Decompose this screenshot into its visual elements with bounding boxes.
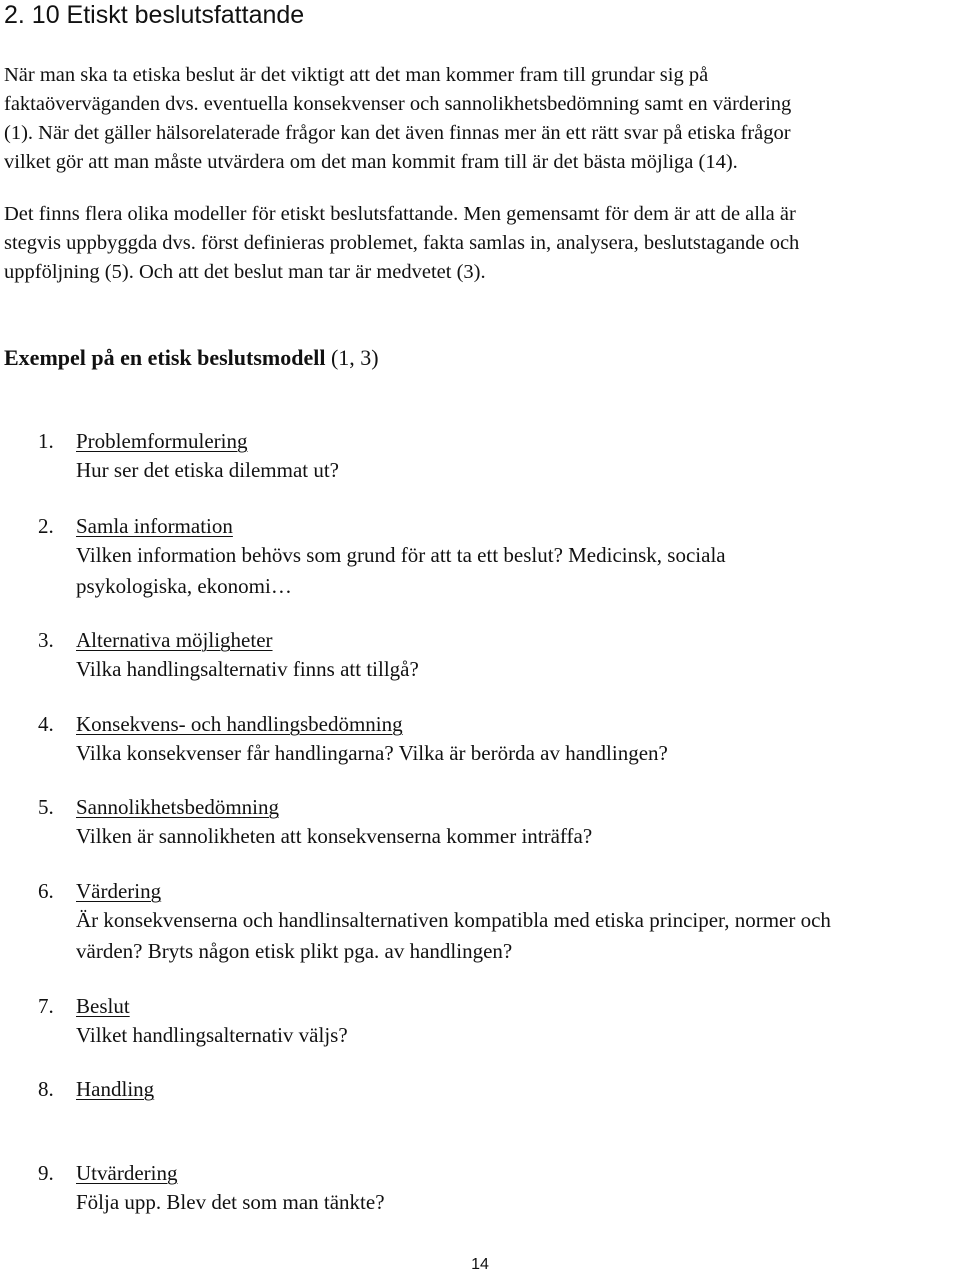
step-title: Problemformulering: [76, 429, 248, 453]
step-description-line: Hur ser det etiska dilemmat ut?: [76, 458, 340, 482]
step-description-line: Vilka handlingsalternativ finns att tillgå?: [76, 657, 419, 681]
models-paragraph: [4, 200, 956, 287]
step-description: [76, 455, 956, 486]
step-description: [76, 905, 956, 967]
step-title: Konsekvens- och handlingsbedömning: [76, 712, 403, 736]
model-title-refs: (1, 3): [325, 345, 379, 370]
step-number: 5.: [38, 795, 54, 819]
step-description-line: Är konsekvenserna och handlinsalternativen kompatibla med etiska principer, normer och: [76, 908, 831, 932]
step-description: [76, 1020, 956, 1051]
models-line: uppföljning (5). Och att det beslut man tar är medvetet (3).: [4, 261, 486, 283]
step-title: Handling: [76, 1077, 155, 1101]
step-description-line: psykologiska, ekonomi…: [76, 574, 292, 598]
models-line: Det finns flera olika modeller för etiskt beslutsfattande. Men gemensamt för dem är att de alla är: [4, 203, 796, 225]
step-number: 4.: [38, 712, 54, 736]
model-title: [4, 343, 379, 373]
step-description-line: värden? Bryts någon etisk plikt pga. av handlingen?: [76, 939, 513, 963]
step-title: Beslut: [76, 994, 130, 1018]
step-description: [76, 654, 956, 685]
models-line: stegvis uppbyggda dvs. först definieras problemet, fakta samlas in, analysera, beslutstagande och: [4, 232, 800, 254]
intro-line: vilket gör att man måste utvärdera om det man kommit fram till är det bästa möjliga (14).: [4, 151, 738, 173]
step-description: [76, 821, 956, 852]
step-description-line: Vilket handlingsalternativ väljs?: [76, 1023, 348, 1047]
step-description-line: Vilken är sannolikheten att konsekvenserna kommer inträffa?: [76, 824, 593, 848]
step-description-line: Följa upp. Blev det som man tänkte?: [76, 1190, 385, 1214]
step-description: [76, 738, 956, 769]
step-number: 2.: [38, 514, 54, 538]
step-number: 3.: [38, 628, 54, 652]
intro-line: När man ska ta etiska beslut är det viktigt att det man kommer fram till grundar sig på: [4, 64, 709, 86]
section-heading: 2. 10 Etiskt beslutsfattande: [4, 1, 305, 29]
step-description: [76, 540, 956, 602]
step-number: 8.: [38, 1077, 54, 1101]
step-number: 1.: [38, 429, 54, 453]
step-title: Sannolikhetsbedömning: [76, 795, 279, 819]
step-number: 9.: [38, 1161, 54, 1185]
page-number: 14: [471, 1256, 489, 1273]
step-title: Samla information: [76, 514, 233, 538]
step-number: 6.: [38, 879, 54, 903]
step-title: Utvärdering: [76, 1161, 178, 1185]
intro-line: faktaöverväganden dvs. eventuella konsekvenser och sannolikhetsbedömning samt en värdering: [4, 93, 792, 115]
model-title-bold: Exempel på en etisk beslutsmodell: [4, 345, 326, 370]
step-description-line: Vilken information behövs som grund för att ta ett beslut? Medicinsk, sociala: [76, 543, 726, 567]
step-title: Värdering: [76, 879, 162, 903]
step-title: Alternativa möjligheter: [76, 628, 273, 652]
step-description-line: Vilka konsekvenser får handlingarna? Vilka är berörda av handlingen?: [76, 741, 668, 765]
step-description: [76, 1187, 956, 1218]
intro-paragraph: [4, 61, 956, 177]
intro-line: (1). När det gäller hälsorelaterade frågor kan det även finnas mer än ett rätt svar på etiska frågor: [4, 122, 791, 144]
step-number: 7.: [38, 994, 54, 1018]
